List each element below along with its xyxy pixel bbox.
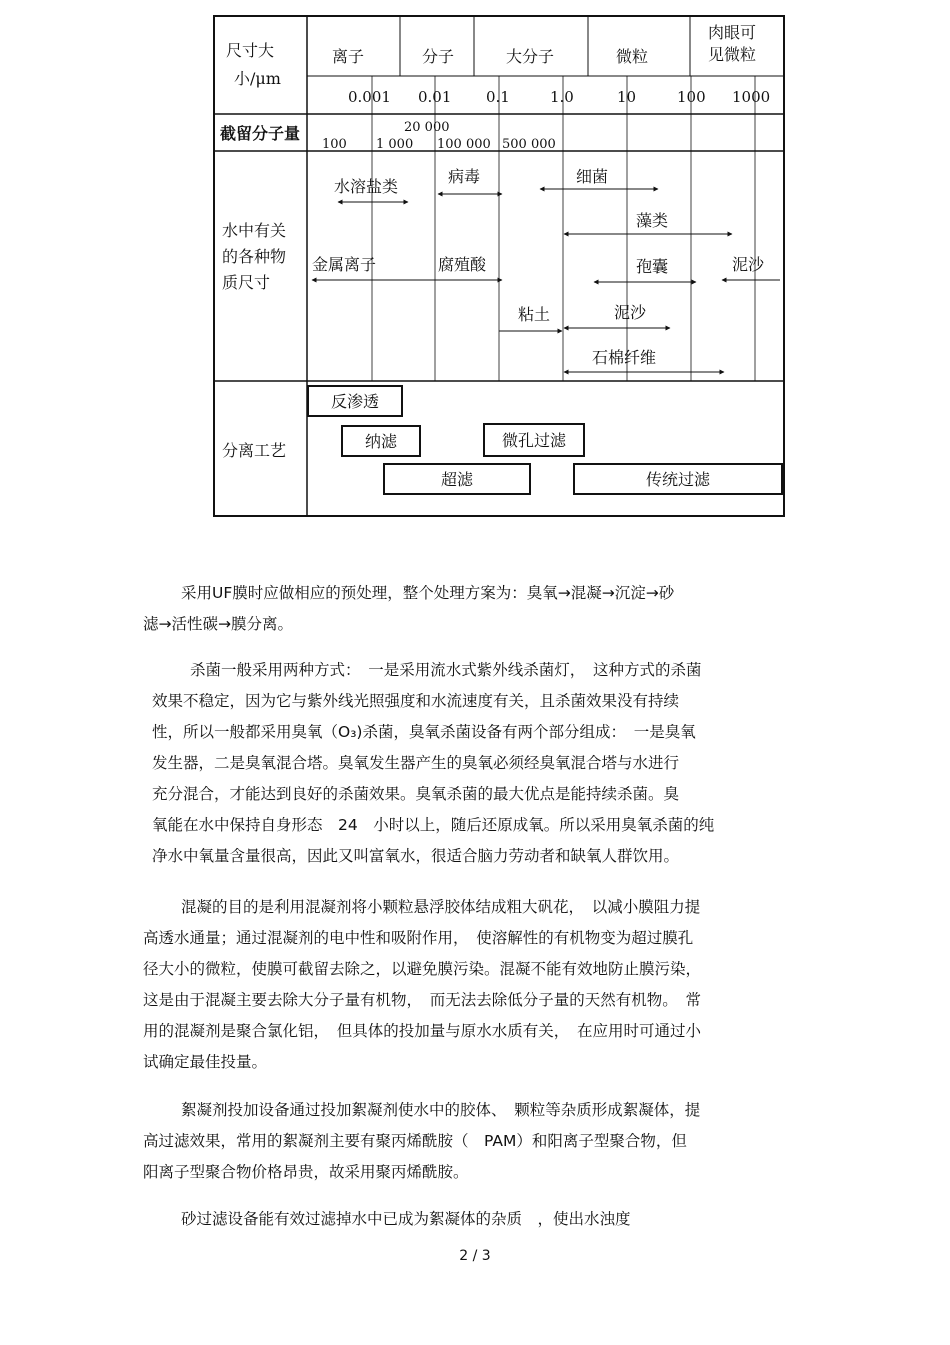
paragraph-line: 杀菌一般采用两种方式： 一是采用流水式紫外线杀菌灯， 这种方式的杀菌 — [190, 661, 702, 679]
category-particle: 微粒 — [616, 47, 649, 66]
scale-100: 100 — [677, 88, 706, 106]
paragraph-line: 高透水通量；通过混凝剂的电中性和吸附作用， 使溶解性的有机物变为超过膜孔 — [143, 929, 694, 947]
scale-0.001: 0.001 — [348, 88, 391, 106]
paragraph-line: 采用UF膜时应做相应的预处理，整个处理方案为：臭氧→混凝→沉淀→砂 — [181, 584, 675, 602]
paragraph-flocculation — [143, 1095, 810, 1188]
paragraph-line: 氧能在水中保持自身形态 24 小时以上，随后还原成氧。所以采用臭氧杀菌的纯 — [152, 816, 715, 834]
substances-label-line2: 的各种物 — [222, 247, 287, 266]
process-ultrafiltration: 超滤 — [440, 470, 474, 489]
paragraph-line: 混凝的目的是利用混凝剂将小颗粒悬浮胶体结成粗大矾花， 以减小膜阻力提 — [181, 898, 701, 916]
category-macromolecule: 大分子 — [506, 47, 555, 66]
page-number: 2 / 3 — [459, 1248, 491, 1264]
paragraph-coagulation — [143, 892, 810, 1078]
paragraph-sand-filtration — [143, 1204, 810, 1235]
substance-metal-ions: 金属离子 — [312, 255, 377, 274]
scale-1.0: 1.0 — [550, 88, 574, 106]
process-nanofiltration: 纳滤 — [364, 432, 398, 451]
category-visible-line1: 肉眼可 — [708, 23, 757, 42]
substance-clay: 粘土 — [518, 305, 551, 324]
mw-value-100: 100 — [322, 137, 347, 152]
substance-virus: 病毒 — [448, 167, 481, 186]
scale-10: 10 — [617, 88, 637, 106]
paragraph-line: 这是由于混凝主要去除大分子量有机物， 而无法去除低分子量的天然有机物。 常 — [143, 991, 702, 1009]
scale-0.01: 0.01 — [418, 88, 452, 106]
mw-value-1000: 1 000 — [376, 137, 414, 152]
scale-0.1: 0.1 — [486, 88, 510, 106]
mw-value-100000: 100 000 — [437, 137, 491, 152]
category-ion: 离子 — [332, 47, 365, 66]
mw-label: 截留分子量 — [220, 124, 301, 143]
substance-asbestos-fiber: 石棉纤维 — [592, 348, 657, 367]
paragraph-line: 絮凝剂投加设备通过投加絮凝剂使水中的胶体、 颗粒等杂质形成絮凝体，提 — [181, 1101, 701, 1119]
paragraph-line: 净水中氧量含量很高，因此又叫富氧水，很适合脑力劳动者和缺氧人群饮用。 — [152, 847, 680, 865]
category-molecule: 分子 — [422, 47, 455, 66]
paragraph-line: 效果不稳定，因为它与紫外线光照强度和水流速度有关，且杀菌效果没有持续 — [152, 692, 680, 710]
process-label: 分离工艺 — [222, 441, 287, 460]
header-size-line1: 尺寸大 — [226, 41, 275, 60]
paragraph-line: 性，所以一般都采用臭氧（O₃)杀菌，臭氧杀菌设备有两个部分组成： 一是臭氧 — [152, 723, 696, 741]
paragraph-line: 发生器，二是臭氧混合塔。臭氧发生器产生的臭氧必须经臭氧混合塔与水进行 — [152, 754, 680, 772]
header-size-line2: 小/μm — [234, 69, 281, 88]
scale-1000: 1000 — [732, 88, 771, 106]
paragraph-uf-pretreatment — [143, 578, 810, 640]
paragraph-line: 阳离子型聚合物价格昂贵，故采用聚丙烯酰胺。 — [143, 1163, 469, 1181]
substance-silt: 泥沙 — [614, 303, 647, 322]
paragraph-line: 砂过滤设备能有效过滤掉水中已成为絮凝体的杂质 ，使出水浊度 — [181, 1210, 631, 1228]
process-microfiltration: 微孔过滤 — [501, 431, 567, 450]
process-conventional-filtration: 传统过滤 — [645, 470, 711, 489]
paragraph-line: 充分混合，才能达到良好的杀菌效果。臭氧杀菌的最大优点是能持续杀菌。臭 — [152, 785, 680, 803]
substances-label-line1: 水中有关 — [222, 221, 287, 240]
paragraph-line: 试确定最佳投量。 — [143, 1053, 268, 1071]
mw-value-20000: 20 000 — [404, 120, 450, 135]
process-reverse-osmosis: 反渗透 — [330, 392, 380, 411]
substance-sand-coarse: 泥沙 — [732, 255, 765, 274]
paragraph-line: 高过滤效果，常用的絮凝剂主要有聚丙烯酰胺（ PAM）和阳离子型聚合物，但 — [143, 1132, 687, 1150]
paragraph-line: 用的混凝剂是聚合氯化铝， 但具体的投加量与原水水质有关， 在应用时可通过小 — [143, 1022, 702, 1040]
mw-value-500000: 500 000 — [502, 137, 556, 152]
substance-cysts: 孢囊 — [636, 257, 669, 276]
paragraph-line: 滤→活性碳→膜分离。 — [143, 615, 293, 633]
substances-label-line3: 质尺寸 — [222, 273, 271, 292]
separation-size-diagram — [212, 14, 786, 518]
paragraph-line: 径大小的微粒，使膜可截留去除之，以避免膜污染。混凝不能有效地防止膜污染， — [143, 960, 702, 978]
substance-algae: 藻类 — [636, 211, 669, 230]
paragraph-sterilization — [152, 655, 819, 872]
category-visible-line2: 见微粒 — [708, 45, 757, 64]
substance-bacteria: 细菌 — [576, 167, 609, 186]
substance-humic-acid: 腐殖酸 — [438, 255, 487, 274]
substance-soluble-salts: 水溶盐类 — [334, 177, 399, 196]
